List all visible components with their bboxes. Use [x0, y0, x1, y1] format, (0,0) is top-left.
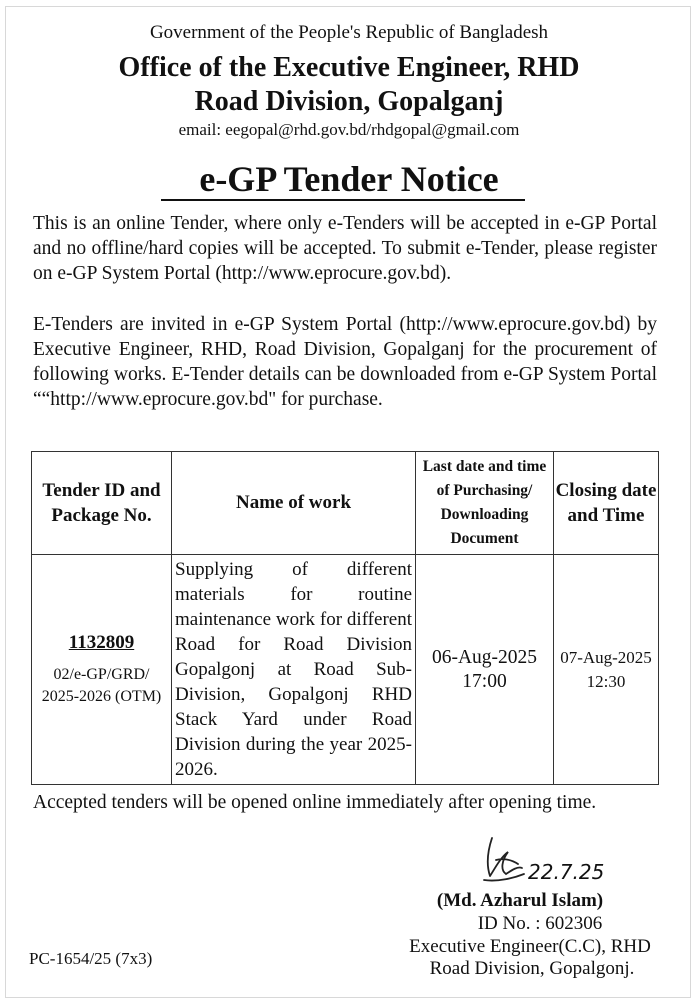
package-no: 02/e-GP/GRD/ 2025-2026 (OTM)	[41, 665, 162, 705]
signatory-office: Road Division, Gopalgonj.	[429, 958, 635, 979]
signatory-name: (Md. Azharul Islam)	[436, 890, 604, 911]
government-line: Government of the People's Republic of Bangladesh	[149, 22, 549, 43]
notice-title: e-GP Tender Notice	[199, 159, 499, 199]
signatory-designation: Executive Engineer(C.C), RHD	[409, 936, 651, 957]
office-title-line2: Road Division, Gopalganj	[194, 86, 504, 117]
signatory-id: ID No. : 602306	[477, 913, 603, 934]
title-underline	[161, 199, 525, 201]
last-time: 17:00	[462, 670, 507, 692]
header-last-date: Last date and time of Purchasing/ Downloading Document	[416, 452, 554, 555]
intro-paragraph: This is an online Tender, where only e-Tenders will be accepted in e-GP Portal and no offline/hard copies will be accepted. To submit e-Tender, please register on e-GP System Portal (http://www.eprocure.gov.bd).	[33, 213, 657, 284]
tender-id-cell	[32, 555, 172, 785]
table-header-row	[32, 452, 659, 555]
closing-time: 12:30	[586, 671, 626, 691]
work-description: Supplying of different materials for routine maintenance work for different Road for Road Division Gopalgonj at Road Sub-Division, Gopalgonj RHD Stack Yard under Road Division during the year 2025-2026.	[172, 555, 416, 785]
office-title-line1: Office of the Executive Engineer, RHD	[118, 52, 580, 83]
closing-cell	[554, 555, 659, 785]
header-closing: Closing date and Time	[554, 452, 659, 555]
invitation-paragraph: E-Tenders are invited in e-GP System Portal (http://www.eprocure.gov.bd) by Executive Engineer, RHD, Road Division, Gopalganj for the procurement of following works. E-Tender details can be downloaded from e-GP System Portal ““http://www.eprocure.gov.bd" for purchase.	[33, 314, 657, 410]
header-name-of-work: Name of work	[172, 452, 416, 555]
pc-number: PC-1654/25 (7x3)	[29, 949, 153, 968]
last-date: 06-Aug-2025	[431, 646, 538, 668]
tender-id: 1132809	[68, 631, 135, 653]
tender-table	[31, 451, 659, 785]
opening-footnote: Accepted tenders will be opened online immediately after opening time.	[33, 792, 597, 813]
header-tender-id: Tender ID and Package No.	[32, 452, 172, 555]
last-date-cell	[416, 555, 554, 785]
table-row	[32, 555, 659, 785]
signature-date: 22.7.25	[528, 860, 605, 884]
email-line: email: eegopal@rhd.gov.bd/rhdgopal@gmail.com	[178, 120, 520, 139]
closing-date: 07-Aug-2025	[560, 647, 652, 667]
